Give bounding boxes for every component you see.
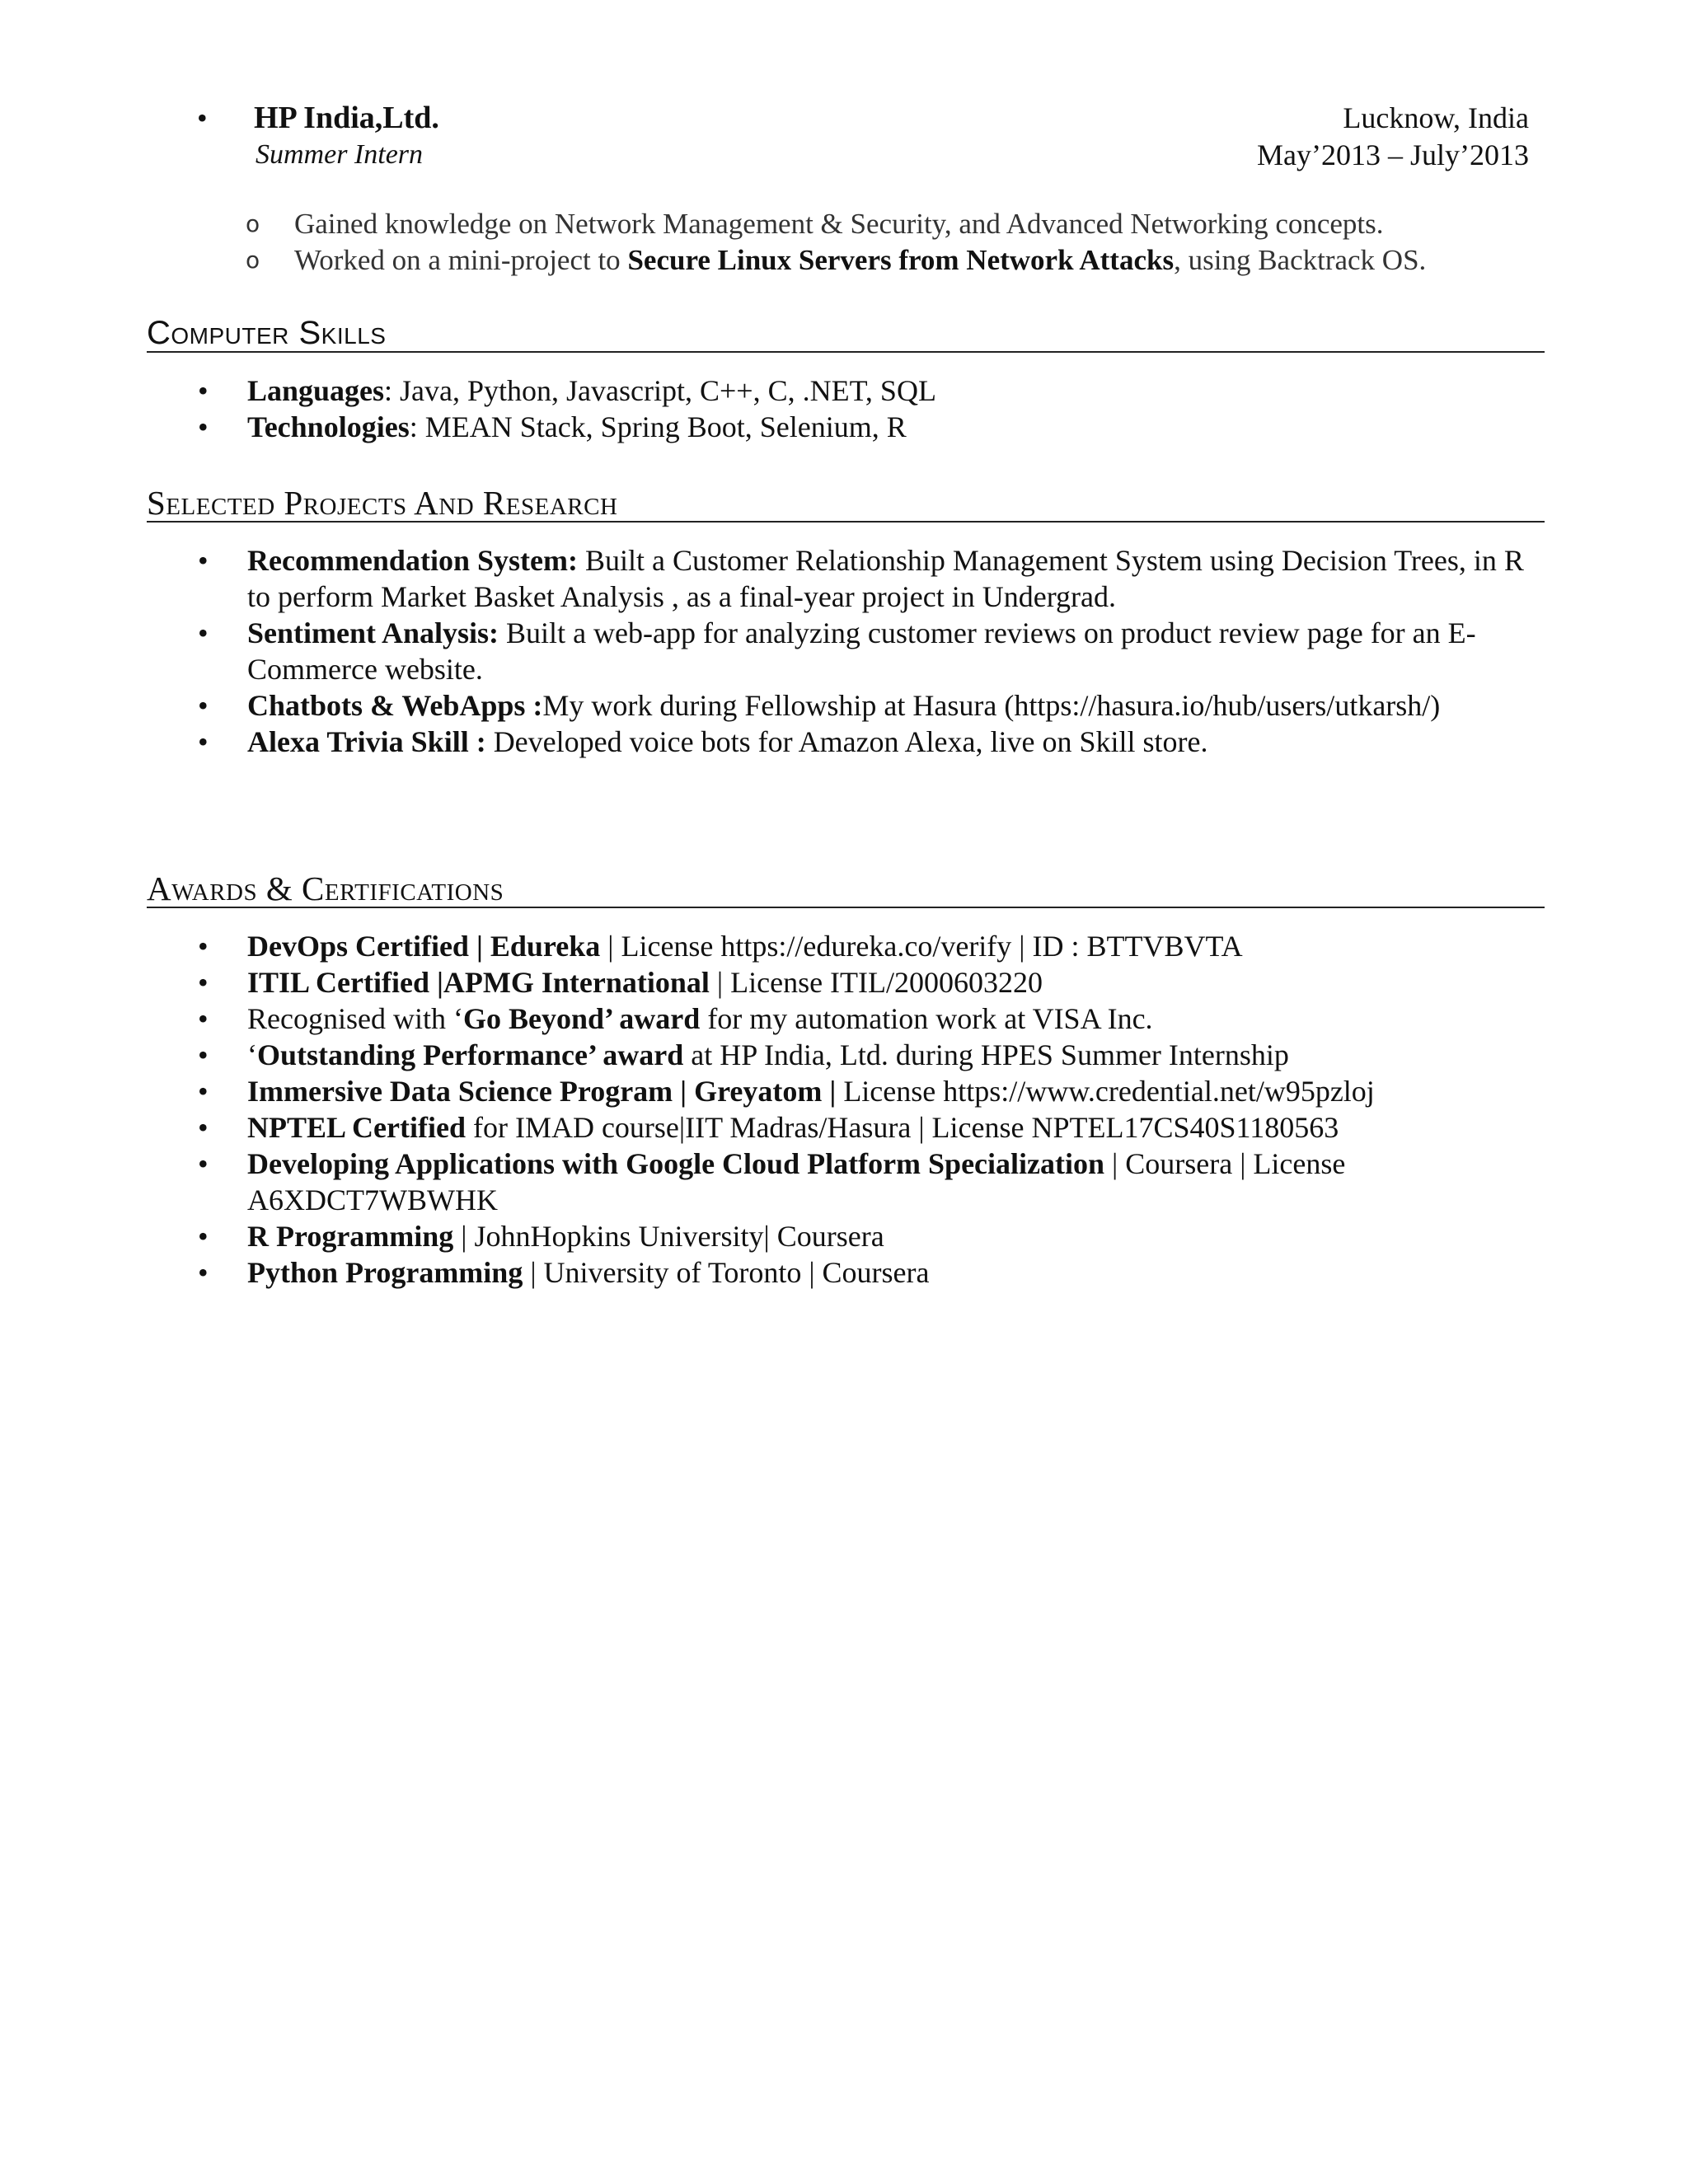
award-title: NPTEL Certified (247, 1111, 466, 1144)
award-prefix: Recognised with ‘ (247, 1002, 463, 1035)
award-details: License https://www.credential.net/w95pzloj (836, 1075, 1375, 1108)
bullet-marker: • (198, 725, 209, 758)
experience-point-text: , using Backtrack OS. (1174, 244, 1427, 276)
award-title: DevOps Certified | Edureka (247, 930, 601, 963)
project-title: Alexa Trivia Skill : (247, 725, 486, 758)
list-item (147, 1109, 1531, 1146)
award-details: | University of Toronto | Coursera (523, 1256, 930, 1289)
award-prefix: ‘ (247, 1038, 257, 1071)
sub-bullet-marker: o (246, 210, 260, 237)
projects-list (147, 542, 1531, 760)
experience-entry (144, 99, 1529, 276)
section-heading-projects: Selected Projects And Research (147, 485, 1545, 523)
bullet-marker: • (198, 689, 209, 722)
list-item (147, 687, 1531, 724)
bullet-marker: • (198, 1002, 209, 1035)
list-item (147, 964, 1531, 1001)
skill-values: : MEAN Stack, Spring Boot, Selenium, R (409, 410, 907, 443)
bullet-marker: • (198, 930, 209, 963)
award-title: Immersive Data Science Program | Greyatom | (247, 1075, 837, 1108)
company-name: HP India,Ltd. (254, 101, 439, 135)
experience-point-text: Gained knowledge on Network Management & Security, and Advanced Networking concepts. (294, 208, 1384, 240)
list-item (147, 1037, 1531, 1073)
experience-point-bold: Secure Linux Servers from Network Attacks (627, 244, 1175, 276)
bullet-marker: • (198, 616, 209, 649)
experience-role-row (144, 137, 1529, 173)
section-heading-computer-skills: Computer Skills (147, 315, 1545, 353)
award-title: Go Beyond’ award (462, 1002, 701, 1035)
bullet-marker: • (198, 1075, 209, 1108)
project-title: Chatbots & WebApps : (247, 689, 543, 722)
project-description: Built a web-app for analyzing customer reviews on product review page for an E-Commerce website. (247, 616, 1476, 686)
bullet-marker: • (198, 1220, 209, 1253)
award-details: | License https://edureka.co/verify | ID : BTTVBVTA (600, 930, 1243, 963)
experience-point-text: Worked on a mini-project to (294, 244, 628, 276)
award-title: Developing Applications with Google Cloud Platform Specialization (247, 1147, 1105, 1180)
job-dates: May’2013 – July’2013 (1257, 138, 1529, 171)
bullet-marker: • (198, 374, 209, 407)
bullet-marker: • (198, 544, 209, 577)
project-description: My work during Fellowship at Hasura (https://hasura.io/hub/users/utkarsh/) (542, 689, 1441, 722)
award-title: ITIL Certified |APMG International (247, 966, 710, 999)
list-item (147, 615, 1531, 687)
experience-point (144, 242, 1537, 279)
awards-list (147, 928, 1531, 1291)
skill-values: : Java, Python, Javascript, C++, C, .NET, SQL (384, 374, 936, 407)
award-details: | Coursera | License A6XDCT7WBWHK (247, 1147, 1346, 1216)
list-item (147, 724, 1531, 760)
skill-category: Technologies (247, 410, 410, 443)
list-item (147, 1146, 1531, 1218)
bullet-marker: • (197, 101, 208, 134)
list-item (147, 409, 1531, 445)
experience-header-row (144, 99, 1529, 137)
bullet-marker: • (198, 966, 209, 999)
award-title: R Programming (247, 1220, 454, 1253)
award-title: Outstanding Performance’ award (257, 1038, 684, 1071)
bullet-marker: • (198, 1111, 209, 1144)
skills-list (147, 373, 1531, 445)
skill-category: Languages (247, 374, 385, 407)
project-description: Built a Customer Relationship Management System using Decision Trees, in R to perform Market Basket Analysis , as a final-year project in Undergrad. (247, 544, 1524, 613)
bullet-marker: • (198, 1256, 209, 1289)
award-details: at HP India, Ltd. during HPES Summer Internship (683, 1038, 1289, 1071)
award-title: Python Programming (247, 1256, 523, 1289)
project-title: Sentiment Analysis: (247, 616, 499, 649)
sub-bullet-marker: o (246, 246, 260, 274)
list-item (147, 928, 1531, 964)
experience-points (144, 206, 1537, 279)
section-heading-awards: Awards & Certifications (147, 870, 1545, 908)
list-item (147, 1001, 1531, 1037)
job-role: Summer Intern (256, 139, 424, 170)
experience-point (144, 206, 1537, 242)
bullet-marker: • (198, 410, 209, 443)
project-description: Developed voice bots for Amazon Alexa, live on Skill store. (485, 725, 1208, 758)
award-details: for IMAD course|IIT Madras/Hasura | License NPTEL17CS40S1180563 (465, 1111, 1339, 1144)
list-item (147, 1218, 1531, 1254)
list-item (147, 1073, 1531, 1109)
bullet-marker: • (198, 1147, 209, 1180)
job-location: Lucknow, India (1343, 101, 1529, 134)
project-title: Recommendation System: (247, 544, 578, 577)
bullet-marker: • (198, 1038, 209, 1071)
list-item (147, 542, 1531, 615)
award-details: | License ITIL/2000603220 (709, 966, 1043, 999)
award-details: | JohnHopkins University| Coursera (453, 1220, 884, 1253)
list-item (147, 1254, 1531, 1291)
list-item (147, 373, 1531, 409)
award-details: for my automation work at VISA Inc. (700, 1002, 1153, 1035)
